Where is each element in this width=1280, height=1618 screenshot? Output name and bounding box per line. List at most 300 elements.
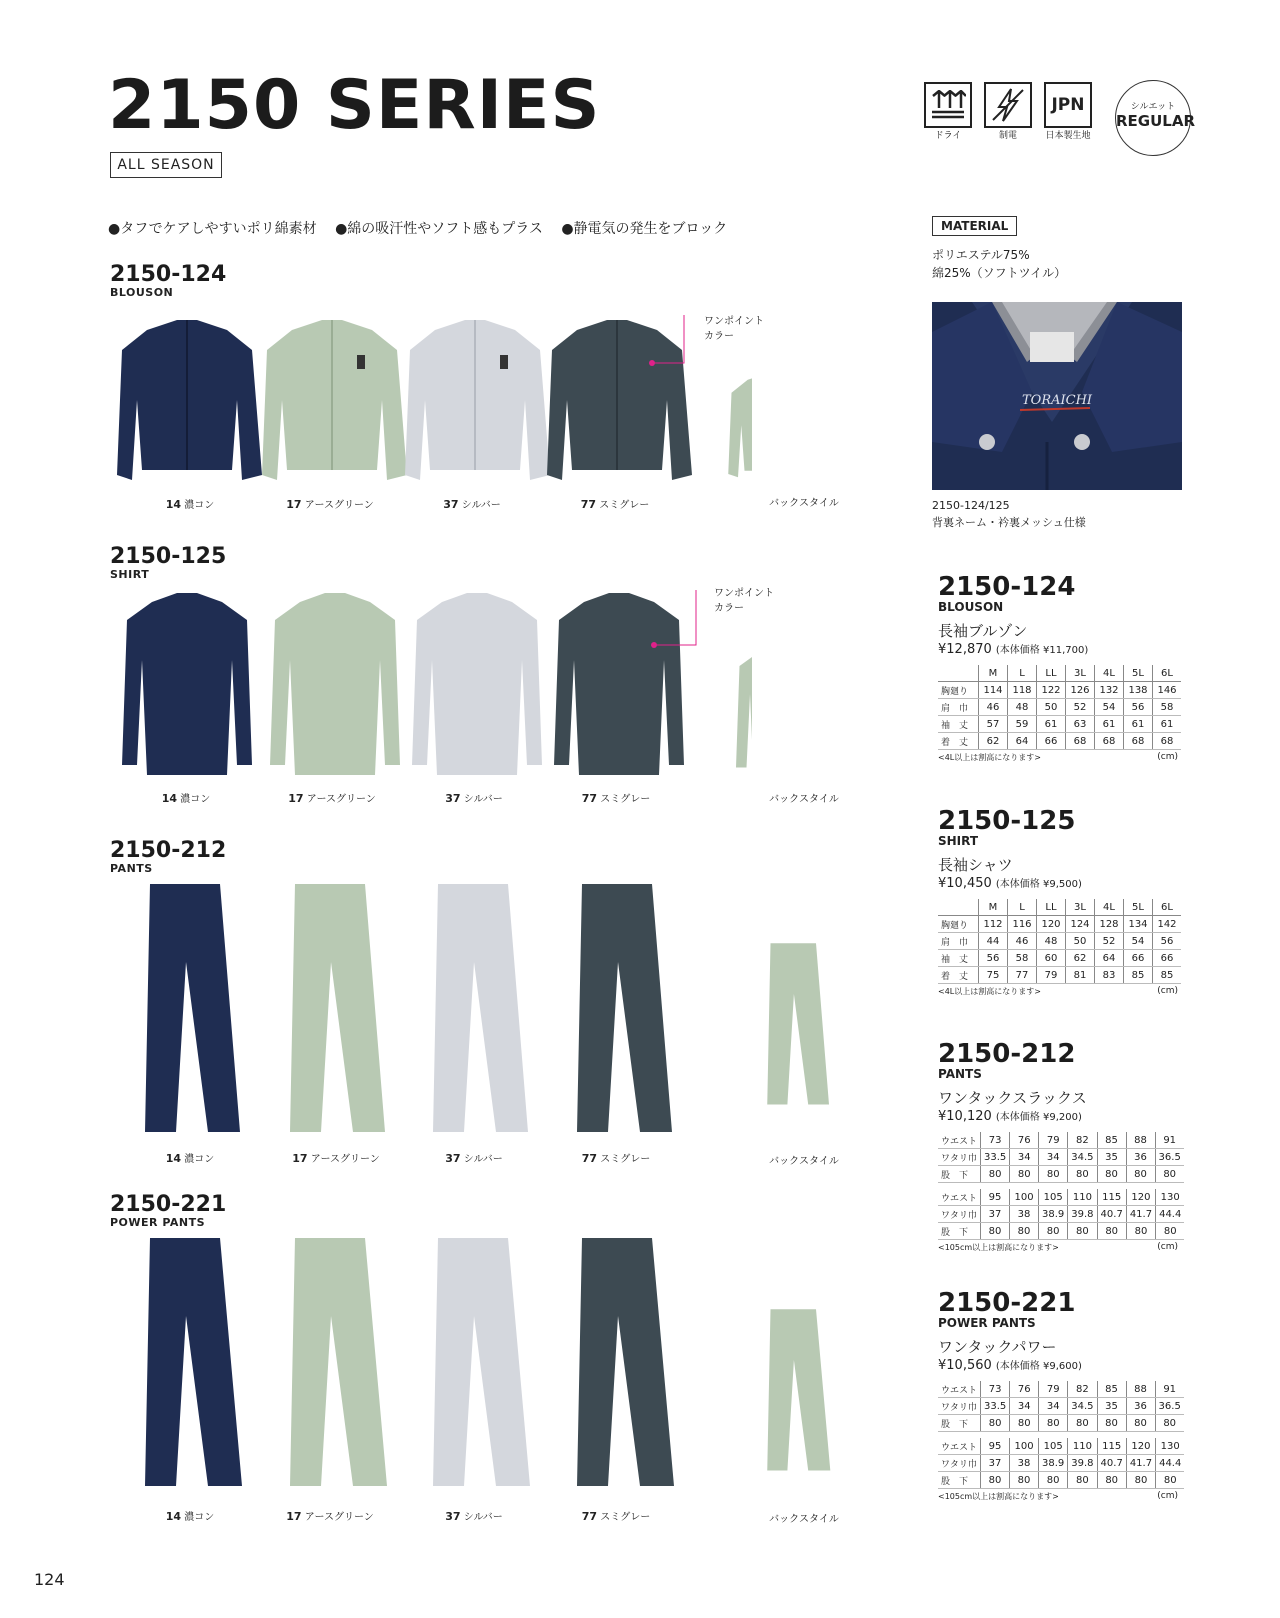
size-cell: ウエスト [938,1132,981,1149]
size-cell: 138 [1124,682,1153,699]
spec-block [938,1290,1184,1502]
feature-list [108,218,741,238]
size-cell: 34.5 [1068,1398,1097,1415]
size-table-row [938,1223,1184,1240]
size-cell: 80 [1155,1415,1184,1432]
size-cell: 80 [1097,1415,1126,1432]
size-cell: 36 [1126,1398,1155,1415]
size-cell: 114 [979,682,1008,699]
size-cell: 60 [1037,950,1066,967]
size-cell: 40.7 [1097,1455,1126,1472]
size-cell: ワタリ巾 [938,1455,981,1472]
size-cell: 126 [1066,682,1095,699]
size-cell: 61 [1124,716,1153,733]
size-cell: 73 [981,1132,1010,1149]
size-table-row [938,1166,1184,1183]
size-cell: 85 [1124,967,1153,984]
size-table-row [938,1415,1184,1432]
size-cell: 39.8 [1068,1206,1097,1223]
size-cell: 股 下 [938,1223,981,1240]
size-cell: 80 [1097,1223,1126,1240]
shirt-gray [554,590,696,775]
product-type: POWER PANTS [110,1216,206,1229]
spec-type: SHIRT [938,834,979,848]
size-cell: 股 下 [938,1166,981,1183]
color-caption: 77 スミグレー [580,498,650,511]
spec-block [938,574,1181,763]
pants-gray [577,884,672,1132]
size-cell: 34.5 [1068,1149,1097,1166]
size-cell: 80 [1097,1166,1126,1183]
size-cell: 46 [1008,933,1037,950]
size-cell: 37 [981,1455,1010,1472]
pants-navy [145,884,240,1132]
size-cell: 64 [1008,733,1037,750]
onepoint-callout [704,314,764,344]
size-cell: 75 [979,967,1008,984]
size-table-header [938,665,1181,682]
size-cell: 134 [1124,916,1153,933]
size-cell: 76 [1010,1381,1039,1398]
size-cell: 36 [1126,1149,1155,1166]
size-cell: 120 [1037,916,1066,933]
size-cell: 100 [1010,1438,1039,1455]
size-cell: 82 [1068,1132,1097,1149]
size-table-row [938,916,1181,933]
size-cell: 66 [1153,950,1182,967]
size-cell: 54 [1124,933,1153,950]
spec-code: 2150-212 [938,1039,1076,1069]
onepoint-label: カラー [714,603,744,614]
color-caption: 14 濃コン [161,792,211,805]
size-cell: 73 [981,1381,1010,1398]
size-cell: 80 [1097,1472,1126,1489]
size-cell: 56 [1153,933,1182,950]
size-table-row [938,1149,1184,1166]
color-caption: 77 スミグレー [581,1152,651,1165]
blouson-silver [405,320,550,480]
size-cell: ワタリ巾 [938,1206,981,1223]
size-cell: 80 [981,1415,1010,1432]
feature-item: ●タフでケアしやすいポリ綿素材 [108,221,317,237]
size-header-cell: L [1008,899,1037,916]
pants-back [767,943,829,1104]
price-base: (本体価格 ¥11,700) [995,645,1089,656]
back-style-caption: バックスタイル [769,1156,839,1167]
product-code: 2150-221 [110,1192,227,1217]
size-cell: 袖 丈 [938,716,979,733]
size-cell: 85 [1097,1381,1126,1398]
size-header-cell: 3L [1066,899,1095,916]
pants-images [140,882,840,1147]
price-base: (本体価格 ¥9,600) [995,1361,1082,1372]
size-cell: 100 [1010,1189,1039,1206]
page-title: 2150 SERIES [108,66,601,145]
size-cell: 袖 丈 [938,950,979,967]
size-cell: 88 [1126,1132,1155,1149]
color-caption: 37 シルバー [443,498,501,511]
size-cell: 33.5 [981,1149,1010,1166]
size-cell: 80 [981,1166,1010,1183]
size-cell: 80 [1068,1166,1097,1183]
size-table-row [938,1189,1184,1206]
size-cell: 80 [1010,1223,1039,1240]
size-table [938,665,1181,750]
size-cell: 80 [1039,1166,1068,1183]
size-table-row [938,933,1181,950]
size-header-cell: L [1008,665,1037,682]
size-table-row [938,1438,1184,1455]
feature-item: ●綿の吸汗性やソフト感もプラス [335,221,543,237]
price-value: ¥10,450 [938,876,992,891]
unit-label: (cm) [1157,986,1178,996]
product-heading-power-pants [110,1194,226,1229]
power-pants-back [767,1309,830,1470]
size-header-cell: 4L [1095,899,1124,916]
season-badge: ALL SEASON [110,152,222,178]
size-cell: 52 [1095,933,1124,950]
size-cell: 79 [1039,1132,1068,1149]
size-cell: 35 [1097,1398,1126,1415]
collar-detail-caption [932,497,1086,531]
shirt-back [736,647,752,774]
size-cell: 81 [1066,967,1095,984]
price-value: ¥10,560 [938,1358,992,1373]
size-cell: 股 下 [938,1415,981,1432]
size-header-cell: LL [1037,665,1066,682]
dry-icon-group [924,82,978,141]
silhouette-label-top: シルエット [1130,102,1176,112]
size-cell: 48 [1008,699,1037,716]
size-cell: 118 [1008,682,1037,699]
power-pants-navy [145,1238,242,1486]
size-cell: 肩 巾 [938,699,979,716]
size-table [938,1132,1184,1183]
size-cell: 着 丈 [938,733,979,750]
spec-block [938,808,1181,997]
size-cell: 105 [1039,1438,1068,1455]
size-table-row [938,1206,1184,1223]
blouson-navy [117,320,262,480]
size-cell: 40.7 [1097,1206,1126,1223]
blouson-back [728,373,752,477]
power-pants-gray [577,1238,674,1486]
jpn-caption: 日本製生地 [1045,131,1091,141]
power-pants-green [290,1238,387,1486]
feature-item: ●静電気の発生をブロック [561,221,728,237]
size-cell: 38.9 [1039,1206,1068,1223]
size-header-cell: 3L [1066,665,1095,682]
size-cell: 95 [981,1438,1010,1455]
spec-type: PANTS [938,1067,982,1081]
size-header-cell: M [979,899,1008,916]
size-table-row [938,1472,1184,1489]
spec-type: BLOUSON [938,600,1004,614]
size-table [938,1438,1184,1489]
size-cell: 68 [1095,733,1124,750]
color-caption: 14 濃コン [165,498,215,511]
size-cell: 68 [1153,733,1182,750]
size-cell: 115 [1097,1189,1126,1206]
antistatic-caption: 制電 [998,131,1017,141]
size-note: <105cm以上は割高になります> [938,1243,1059,1252]
size-cell: 80 [1010,1166,1039,1183]
shirt-green [270,593,400,775]
size-cell: 59 [1008,716,1037,733]
size-cell: 54 [1095,699,1124,716]
spec-price [938,1108,1184,1124]
spec-price [938,1357,1184,1373]
color-caption: 77 スミグレー [581,1510,651,1523]
spec-name: 長袖ブルゾン [938,622,1028,640]
spec-name: ワンタックスラックス [938,1089,1087,1107]
color-caption: 17 アースグリーン [288,792,376,805]
size-note: <4L以上は割高になります> [938,753,1041,762]
color-caption: 17 アースグリーン [286,1510,374,1523]
material-line: 綿25%（ソフトツイル） [932,266,1067,280]
size-cell: 85 [1097,1132,1126,1149]
size-cell: 80 [1068,1223,1097,1240]
detail-caption-line: 2150-124/125 [932,499,1010,512]
size-cell: 61 [1153,716,1182,733]
spec-footer [938,752,1178,763]
shirt-navy [122,593,252,775]
size-cell: 80 [1068,1415,1097,1432]
jpn-icon-group [1044,82,1098,141]
size-cell: 56 [1124,699,1153,716]
color-caption: 17 アースグリーン [292,1152,380,1165]
product-code: 2150-124 [110,262,227,287]
size-cell: 122 [1037,682,1066,699]
size-cell: ワタリ巾 [938,1398,981,1415]
size-header-cell: 6L [1153,899,1182,916]
color-caption: 37 シルバー [445,792,503,805]
product-code: 2150-125 [110,544,227,569]
size-cell: 44.4 [1156,1455,1185,1472]
size-cell: 124 [1066,916,1095,933]
dry-icon [924,82,972,128]
size-table-row [938,716,1181,733]
spec-footer [938,986,1178,997]
silhouette-label: REGULAR [1116,112,1196,130]
size-cell: 68 [1124,733,1153,750]
size-cell: 130 [1156,1189,1185,1206]
size-cell: 82 [1068,1381,1097,1398]
size-table-row [938,682,1181,699]
antistatic-icon-group [984,82,1038,141]
size-cell: 着 丈 [938,967,979,984]
size-cell: 35 [1097,1149,1126,1166]
size-cell: 79 [1037,967,1066,984]
spec-price [938,875,1181,891]
size-cell: 58 [1153,699,1182,716]
color-caption: 14 濃コン [165,1510,215,1523]
product-heading-shirt [110,546,226,581]
size-cell: 130 [1156,1438,1185,1455]
size-cell: 38.9 [1039,1455,1068,1472]
size-cell: 112 [979,916,1008,933]
spec-name: 長袖シャツ [938,856,1013,874]
color-caption: 37 シルバー [445,1152,503,1165]
size-cell: 80 [981,1223,1010,1240]
spec-code: 2150-221 [938,1288,1076,1318]
size-note: <105cm以上は割高になります> [938,1492,1059,1501]
power-pants-silver [433,1238,530,1486]
size-cell: 80 [1155,1166,1184,1183]
size-cell: 34 [1010,1149,1039,1166]
size-cell: 80 [1039,1472,1068,1489]
product-heading-pants [110,840,226,875]
size-cell: 66 [1124,950,1153,967]
size-cell: 33.5 [981,1398,1010,1415]
size-cell: 62 [1066,950,1095,967]
size-header-cell [938,665,979,682]
size-cell: 39.8 [1068,1455,1097,1472]
size-table-row [938,950,1181,967]
size-table-row [938,699,1181,716]
price-value: ¥10,120 [938,1109,992,1124]
size-cell: 61 [1095,716,1124,733]
size-cell: 76 [1010,1132,1039,1149]
size-cell: 41.7 [1126,1206,1155,1223]
color-caption: 14 濃コン [165,1152,215,1165]
size-cell: 80 [1068,1472,1097,1489]
size-cell: 61 [1037,716,1066,733]
size-cell: 80 [981,1472,1010,1489]
size-cell: 91 [1155,1132,1184,1149]
material-composition [932,246,1066,282]
size-table-row [938,967,1181,984]
unit-label: (cm) [1157,1491,1178,1501]
size-table-row [938,1132,1184,1149]
size-cell: 62 [979,733,1008,750]
size-table [938,1189,1184,1240]
back-style-caption: バックスタイル [769,1514,839,1525]
size-cell: 57 [979,716,1008,733]
size-cell: 44.4 [1156,1206,1185,1223]
spec-footer [938,1242,1178,1253]
size-cell: 68 [1066,733,1095,750]
product-heading-blouson [110,264,226,299]
price-base: (本体価格 ¥9,500) [995,879,1082,890]
product-type: PANTS [110,862,153,875]
price-value: ¥12,870 [938,642,992,657]
size-cell: 80 [1010,1472,1039,1489]
size-cell: 105 [1039,1189,1068,1206]
size-cell: 66 [1037,733,1066,750]
size-table-row [938,1381,1184,1398]
size-header-cell: M [979,665,1008,682]
size-cell: 79 [1039,1381,1068,1398]
spec-type: POWER PANTS [938,1316,1036,1330]
detail-caption-line: 背裏ネーム・衿裏メッシュ仕様 [932,516,1086,529]
spec-block [938,1041,1184,1253]
size-cell: 128 [1095,916,1124,933]
size-header-cell: LL [1037,899,1066,916]
size-table-row [938,1455,1184,1472]
size-cell: 115 [1097,1438,1126,1455]
size-cell: 股 下 [938,1472,981,1489]
size-cell: 34 [1039,1149,1068,1166]
size-cell: 120 [1126,1189,1155,1206]
size-cell: ワタリ巾 [938,1149,981,1166]
size-cell: 64 [1095,950,1124,967]
size-cell: ウエスト [938,1189,981,1206]
size-header-cell: 6L [1153,665,1182,682]
spec-footer [938,1491,1178,1502]
size-table [938,1381,1184,1432]
size-cell: 58 [1008,950,1037,967]
size-cell: 34 [1039,1398,1068,1415]
size-cell: 63 [1066,716,1095,733]
size-cell: 48 [1037,933,1066,950]
size-cell: 116 [1008,916,1037,933]
size-table-header [938,899,1181,916]
size-table-row [938,1398,1184,1415]
size-cell: 95 [981,1189,1010,1206]
size-cell: 80 [1126,1223,1155,1240]
onepoint-callout [714,586,774,616]
size-cell: ウエスト [938,1438,981,1455]
back-style-caption: バックスタイル [769,794,839,805]
size-cell: 77 [1008,967,1037,984]
size-cell: 80 [1126,1166,1155,1183]
shirt-images [112,590,752,780]
size-cell: 80 [1010,1415,1039,1432]
size-cell: 88 [1126,1381,1155,1398]
size-header-cell: 5L [1124,899,1153,916]
size-table [938,899,1181,984]
dry-caption: ドライ [934,131,962,141]
size-cell: 142 [1153,916,1182,933]
unit-label: (cm) [1157,752,1178,762]
size-cell: 50 [1037,699,1066,716]
product-code: 2150-212 [110,838,227,863]
size-cell: 80 [1039,1415,1068,1432]
pants-green [290,884,385,1132]
size-cell: 91 [1155,1381,1184,1398]
blouson-images [112,315,752,490]
color-caption: 77 スミグレー [581,792,651,805]
size-cell: 85 [1153,967,1182,984]
size-cell: 80 [1126,1472,1155,1489]
size-cell: 80 [1156,1223,1185,1240]
size-header-cell [938,899,979,916]
blouson-gray [547,315,692,480]
size-cell: 80 [1156,1472,1185,1489]
size-cell: 44 [979,933,1008,950]
size-cell: 38 [1010,1206,1039,1223]
material-label: MATERIAL [932,216,1017,236]
size-cell: ウエスト [938,1381,981,1398]
size-header-cell: 4L [1095,665,1124,682]
spec-code: 2150-124 [938,572,1076,602]
product-type: BLOUSON [110,286,174,299]
spec-name: ワンタックパワー [938,1338,1057,1356]
blouson-green [262,320,407,480]
shirt-silver [412,593,542,775]
size-cell: 肩 巾 [938,933,979,950]
size-cell: 50 [1066,933,1095,950]
size-cell: 80 [1126,1415,1155,1432]
size-cell: 38 [1010,1455,1039,1472]
size-cell: 80 [1039,1223,1068,1240]
size-cell: 34 [1010,1398,1039,1415]
size-cell: 132 [1095,682,1124,699]
size-cell: 41.7 [1126,1455,1155,1472]
material-line: ポリエステル75% [932,248,1030,262]
size-cell: 胸廻り [938,916,979,933]
